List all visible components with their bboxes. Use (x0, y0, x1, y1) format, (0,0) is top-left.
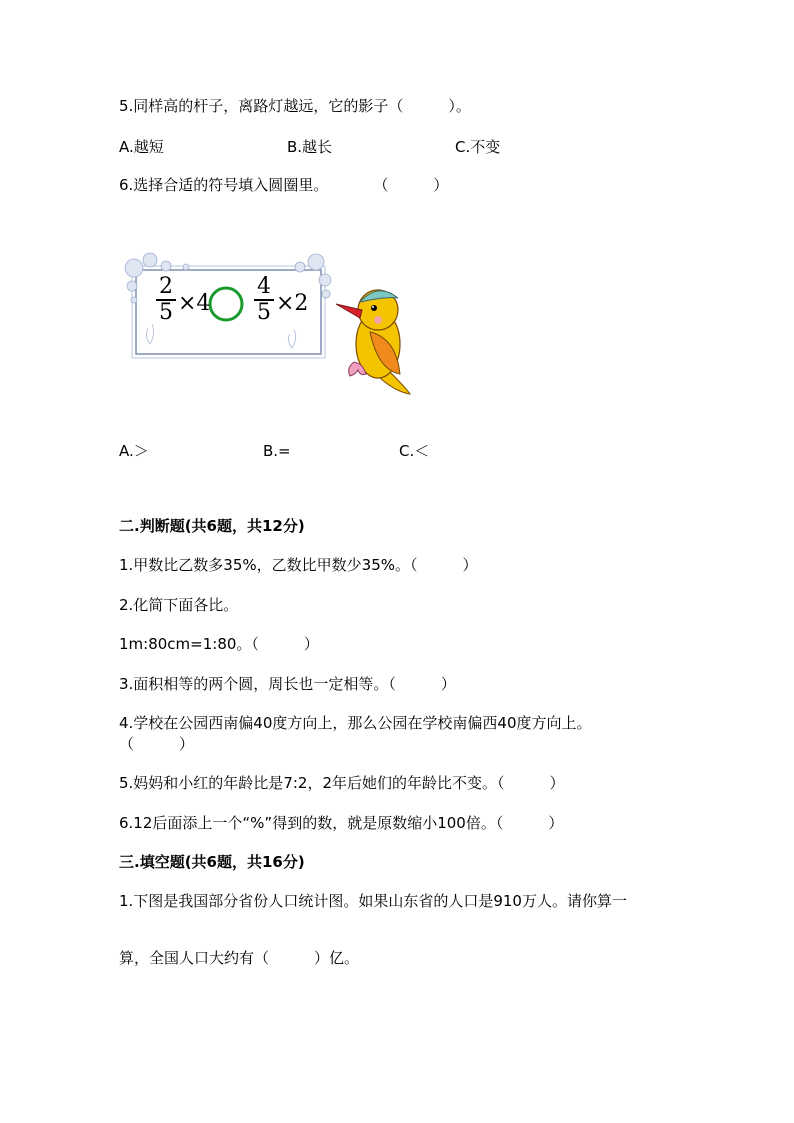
q6-option-b: B.= (263, 442, 291, 460)
s2-item-2: 2.化简下面各比。 (119, 596, 239, 614)
s2-item-6: 6.12后面添上一个“%”得到的数，就是原数缩小100倍。（ ） (119, 814, 564, 832)
right-numerator: 4 (257, 274, 271, 299)
q5-option-b: B.越长 (287, 138, 333, 156)
q6-option-c: C.＜ (399, 442, 430, 460)
answer-circle (210, 288, 242, 320)
right-multiplier: ×2 (276, 291, 309, 316)
s2-item-1: 1.甲数比乙数多35%，乙数比甲数少35%。（ ） (119, 556, 478, 574)
s2-item-5: 5.妈妈和小红的年龄比是7:2，2年后她们的年龄比不变。（ ） (119, 774, 565, 792)
s2-item-4: 4.学校在公园西南偏40度方向上，那么公园在学校南偏西40度方向上。 (119, 714, 592, 732)
s3-item-1-cont: 算，全国人口大约有（ ）亿。 (119, 949, 360, 967)
right-fraction (254, 276, 274, 324)
s3-item-1: 1.下图是我国部分省份人口统计图。如果山东省的人口是910万人。请你算一 (119, 892, 627, 910)
bird-illustration (336, 290, 410, 394)
question-6: 6.选择合适的符号填入圆圈里。 （ ） (119, 176, 449, 194)
fraction-comparison-figure (120, 252, 420, 412)
left-denominator: 5 (159, 300, 173, 325)
right-denominator: 5 (257, 300, 271, 325)
q5-option-c: C.不变 (455, 138, 501, 156)
s2-item-2-sub: 1m:80cm=1:80。（ ） (119, 635, 319, 653)
left-multiplier: ×4 (178, 291, 211, 316)
s2-item-3: 3.面积相等的两个圆，周长也一定相等。（ ） (119, 675, 456, 693)
question-5: 5.同样高的杆子，离路灯越远，它的影子（ ）。 (119, 97, 471, 115)
left-fraction (156, 276, 176, 324)
q5-option-a: A.越短 (119, 138, 164, 156)
left-numerator: 2 (159, 274, 173, 299)
q6-option-a: A.＞ (119, 442, 149, 460)
section-2-title: 二.判断题(共6题，共12分) (119, 517, 305, 535)
section-3-title: 三.填空题(共6题，共16分) (119, 853, 305, 871)
s2-item-4-cont: （ ） (119, 735, 195, 753)
